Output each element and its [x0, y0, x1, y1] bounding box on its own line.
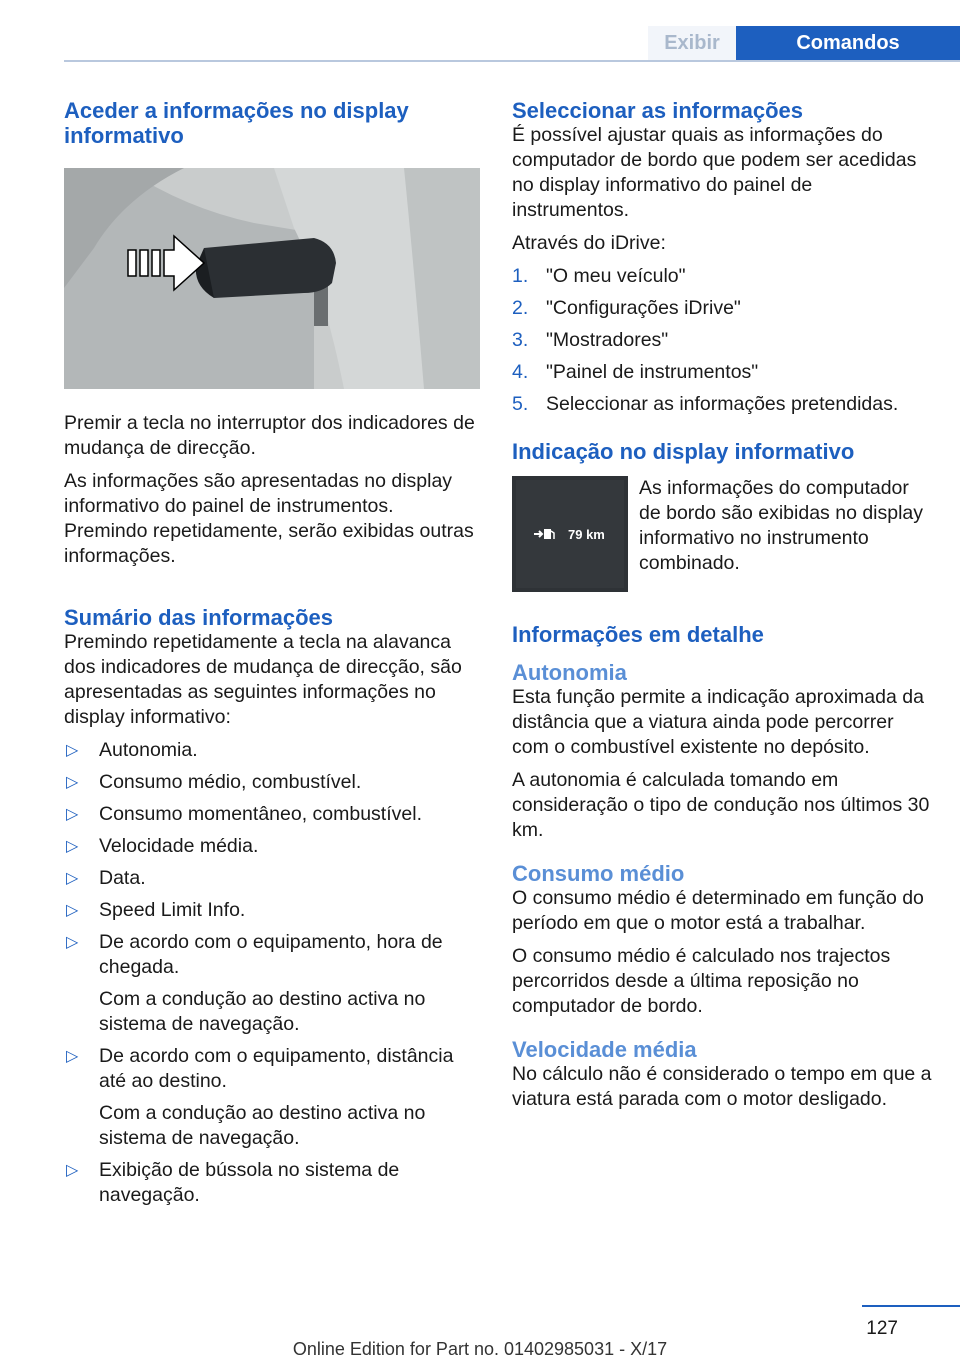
- triangle-bullet-icon: ▷: [66, 1162, 79, 1179]
- step-item: [512, 328, 932, 353]
- list-item-text: Exibição de bússola no sistema de navegação.: [99, 1159, 400, 1206]
- step-number: 1.: [512, 265, 529, 287]
- step-number: 5.: [512, 393, 529, 415]
- triangle-bullet-icon: ▷: [66, 902, 79, 919]
- step-number: 4.: [512, 361, 529, 383]
- list-item-text: Velocidade média.: [99, 835, 259, 857]
- section-heading-display-indication: Indicação no display informativo: [512, 439, 855, 464]
- paragraph: As informações são apresentadas no display informativo do painel de instrumentos. Premindo repetidamente, serão exibidas outras informações.: [64, 470, 474, 567]
- step-text: "Painel de instrumentos": [546, 361, 759, 383]
- step-text: "Configurações iDrive": [546, 297, 741, 319]
- right-column: [512, 98, 932, 1120]
- turn-signal-stalk-photo: [64, 168, 480, 389]
- triangle-bullet-icon: ▷: [66, 934, 79, 951]
- step-number: 3.: [512, 329, 529, 351]
- list-item: [64, 1044, 480, 1151]
- tab-comandos[interactable]: Comandos: [736, 26, 960, 60]
- paragraph: Através do iDrive:: [512, 232, 666, 254]
- display-indication-row: [512, 476, 932, 592]
- triangle-bullet-icon: ▷: [66, 742, 79, 759]
- section-heading-details: Informações em detalhe: [512, 622, 764, 647]
- edition-note: Online Edition for Part no. 01402985031 - X/17: [292, 1339, 668, 1359]
- paragraph: As informações do computador de bordo são exibidas no display informativo no instrumento combinado.: [639, 477, 924, 574]
- list-item-text: Consumo médio, combustível.: [99, 771, 362, 793]
- step-item: [512, 360, 932, 385]
- step-number: 2.: [512, 297, 529, 319]
- paragraph: No cálculo não é considerado o tempo em que a viatura está parada com o motor desligado.: [512, 1063, 932, 1110]
- list-item: [64, 866, 480, 891]
- step-item: [512, 264, 932, 289]
- list-item-text: Data.: [99, 867, 146, 889]
- paragraph: Premir a tecla no interruptor dos indicadores de mudança de direcção.: [64, 412, 475, 459]
- step-item: [512, 392, 932, 417]
- range-readout: 79 km: [568, 527, 605, 542]
- list-item: [64, 770, 480, 795]
- triangle-bullet-icon: ▷: [66, 1048, 79, 1065]
- list-item-text: Speed Limit Info.: [99, 899, 246, 921]
- section-heading-select-info: Seleccionar as informações: [512, 98, 804, 123]
- paragraph: O consumo médio é calculado nos trajectos percorridos desde a última reposição no computador de bordo.: [512, 945, 891, 1017]
- tab-exibir[interactable]: Exibir: [648, 26, 736, 60]
- list-item-text: Consumo momentâneo, combustível.: [99, 803, 422, 825]
- list-item: [64, 738, 480, 763]
- page-number: 127: [866, 1318, 898, 1339]
- step-item: [512, 296, 932, 321]
- header-divider: [64, 60, 960, 62]
- footer-divider: [862, 1305, 960, 1307]
- paragraph: O consumo médio é determinado em função do período em que o motor está a trabalhar.: [512, 887, 924, 934]
- list-item: [64, 834, 480, 859]
- triangle-bullet-icon: ▷: [66, 774, 79, 791]
- left-column: [64, 98, 480, 1215]
- display-indication-text: [639, 476, 932, 592]
- step-text: Seleccionar as informações pretendidas.: [546, 393, 899, 415]
- triangle-bullet-icon: ▷: [66, 806, 79, 823]
- paragraph: A autonomia é calculada tomando em consideração o tipo de condução nos últimos 30 km.: [512, 769, 930, 841]
- paragraph: É possível ajustar quais as informações do computador de bordo que podem ser acedidas no display informativo do painel de instrumentos.: [512, 124, 917, 221]
- list-item-text: Autonomia.: [99, 739, 198, 761]
- subheading-consumo-medio: Consumo médio: [512, 861, 685, 886]
- section-heading-info-summary: Sumário das informações: [64, 605, 333, 630]
- list-item-text: De acordo com o equipamento, distância até ao destino.: [99, 1045, 454, 1092]
- step-text: "O meu veículo": [546, 265, 686, 287]
- list-item: [64, 930, 480, 1037]
- triangle-bullet-icon: ▷: [66, 870, 79, 887]
- instrument-display-image: [512, 476, 628, 592]
- list-item-note: Com a condução ao destino activa no sistema de navegação.: [99, 1102, 426, 1149]
- info-list: [64, 738, 480, 1208]
- list-item: [64, 898, 480, 923]
- subheading-velocidade-media: Velocidade média: [512, 1037, 697, 1062]
- list-item: [64, 802, 480, 827]
- idrive-steps: [512, 264, 932, 417]
- step-text: "Mostradores": [546, 329, 669, 351]
- list-item: [64, 1158, 480, 1208]
- triangle-bullet-icon: ▷: [66, 838, 79, 855]
- list-item-note: Com a condução ao destino activa no sistema de navegação.: [99, 988, 426, 1035]
- list-item-text: De acordo com o equipamento, hora de chegada.: [99, 931, 443, 978]
- paragraph: Esta função permite a indicação aproximada da distância que a viatura ainda pode percorrer com o combustível existente no depósito.: [512, 686, 924, 758]
- subheading-autonomia: Autonomia: [512, 660, 627, 685]
- paragraph: Premindo repetidamente a tecla na alavanca dos indicadores de mudança de direcção, são apresentadas as seguintes informações no display informativo:: [64, 631, 462, 728]
- section-heading-access-info: Aceder a informações no display informativo: [64, 98, 409, 148]
